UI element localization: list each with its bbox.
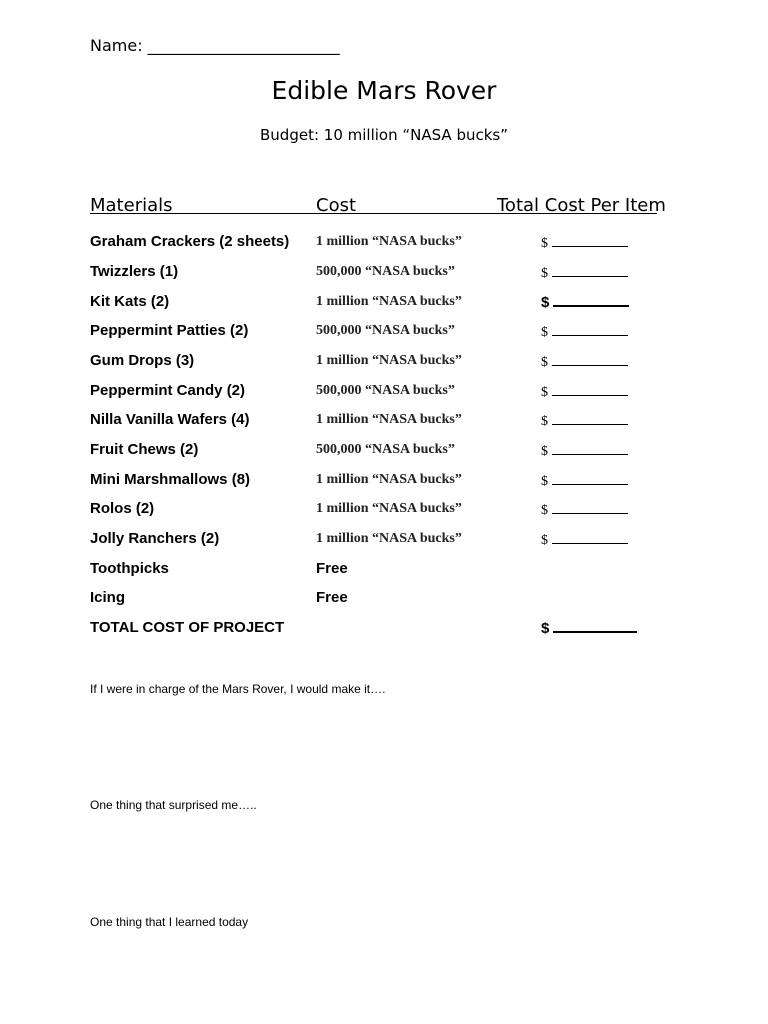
material-cost: 500,000 “NASA bucks”	[316, 264, 455, 279]
table-row	[0, 500, 768, 524]
header-underline	[90, 213, 657, 214]
page-title: Edible Mars Rover	[271, 76, 497, 105]
material-cost: 1 million “NASA bucks”	[316, 294, 462, 309]
total-cost-blank[interactable]	[541, 293, 629, 311]
material-name: Twizzlers (1)	[90, 263, 179, 280]
blank-line	[553, 293, 629, 307]
currency-symbol: $	[541, 266, 548, 281]
prompt-in-charge: If I were in charge of the Mars Rover, I would make it….	[90, 682, 386, 696]
total-cost-blank[interactable]	[541, 472, 628, 490]
prompt-learned: One thing that I learned today	[90, 915, 249, 929]
currency-symbol: $	[541, 294, 550, 311]
material-name: Peppermint Patties (2)	[90, 322, 249, 339]
material-name: Graham Crackers (2 sheets)	[90, 233, 290, 250]
blank-line	[552, 472, 628, 485]
currency-symbol: $	[541, 620, 550, 637]
material-cost: 1 million “NASA bucks”	[316, 234, 462, 249]
table-row	[0, 382, 768, 406]
column-header-materials: Materials	[90, 195, 173, 216]
material-cost: 1 million “NASA bucks”	[316, 353, 462, 368]
currency-symbol: $	[541, 414, 548, 429]
material-name: Kit Kats (2)	[90, 293, 170, 310]
material-name: Rolos (2)	[90, 500, 155, 517]
total-cost-blank[interactable]	[541, 501, 628, 519]
total-cost-blank[interactable]	[541, 353, 628, 371]
blank-line	[552, 323, 628, 336]
total-label: TOTAL COST OF PROJECT	[90, 619, 285, 636]
name-field-label: Name: ________________________	[90, 36, 340, 55]
table-row	[0, 471, 768, 495]
table-row	[0, 293, 768, 317]
currency-symbol: $	[541, 385, 548, 400]
blank-line	[553, 619, 637, 633]
table-row	[0, 441, 768, 465]
column-header-cost: Cost	[316, 195, 357, 216]
material-name: Fruit Chews (2)	[90, 441, 199, 458]
material-cost: Free	[316, 589, 348, 606]
blank-line	[552, 412, 628, 425]
total-cost-blank[interactable]	[541, 234, 628, 252]
table-row	[0, 233, 768, 257]
total-project-cost-blank[interactable]	[541, 619, 637, 637]
table-row	[0, 352, 768, 376]
table-row	[0, 589, 768, 613]
material-name: Icing	[90, 589, 126, 606]
currency-symbol: $	[541, 325, 548, 340]
material-name: Mini Marshmallows (8)	[90, 471, 251, 488]
material-name: Nilla Vanilla Wafers (4)	[90, 411, 250, 428]
blank-line	[552, 442, 628, 455]
material-cost: 1 million “NASA bucks”	[316, 472, 462, 487]
blank-line	[552, 383, 628, 396]
material-cost: 500,000 “NASA bucks”	[316, 323, 455, 338]
prompt-surprised: One thing that surprised me…..	[90, 798, 257, 812]
currency-symbol: $	[541, 355, 548, 370]
blank-line	[552, 501, 628, 514]
currency-symbol: $	[541, 444, 548, 459]
material-name: Gum Drops (3)	[90, 352, 195, 369]
blank-line	[552, 353, 628, 366]
currency-symbol: $	[541, 503, 548, 518]
total-cost-blank[interactable]	[541, 412, 628, 430]
material-cost: 1 million “NASA bucks”	[316, 501, 462, 516]
total-cost-blank[interactable]	[541, 442, 628, 460]
column-header-total-cost: Total Cost Per Item	[497, 195, 666, 216]
table-row	[0, 322, 768, 346]
total-cost-blank[interactable]	[541, 264, 628, 282]
total-cost-blank[interactable]	[541, 383, 628, 401]
blank-line	[552, 234, 628, 247]
currency-symbol: $	[541, 236, 548, 251]
currency-symbol: $	[541, 474, 548, 489]
blank-line	[552, 264, 628, 277]
table-row	[0, 560, 768, 584]
table-row	[0, 411, 768, 435]
material-name: Toothpicks	[90, 560, 169, 577]
budget-text: Budget: 10 million “NASA bucks”	[260, 126, 508, 144]
currency-symbol: $	[541, 533, 548, 548]
material-cost: Free	[316, 560, 348, 577]
blank-line	[552, 531, 628, 544]
material-cost: 1 million “NASA bucks”	[316, 531, 462, 546]
total-row	[0, 619, 768, 643]
total-cost-blank[interactable]	[541, 323, 628, 341]
material-name: Jolly Ranchers (2)	[90, 530, 220, 547]
material-cost: 500,000 “NASA bucks”	[316, 442, 455, 457]
material-cost: 1 million “NASA bucks”	[316, 412, 462, 427]
material-name: Peppermint Candy (2)	[90, 382, 246, 399]
table-row	[0, 530, 768, 554]
total-cost-blank[interactable]	[541, 531, 628, 549]
table-row	[0, 263, 768, 287]
material-cost: 500,000 “NASA bucks”	[316, 383, 455, 398]
